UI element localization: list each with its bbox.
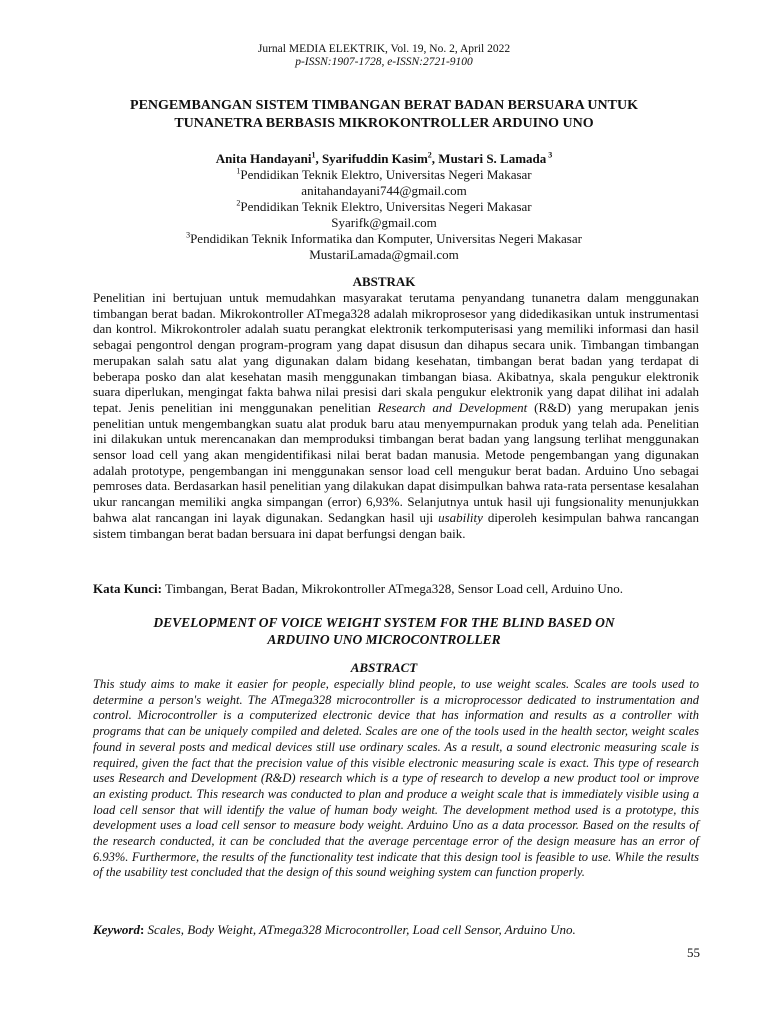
keyword (93, 922, 699, 938)
keyword-colon: : (139, 922, 145, 937)
affiliation-3-text: Pendidikan Teknik Informatika dan Komputer, Universitas Negeri Makasar (190, 231, 582, 246)
kata-kunci (93, 581, 699, 597)
email-2: Syarifk@gmail.com (331, 215, 437, 230)
page-number: 55 (687, 945, 700, 960)
author-2-sup: 2 (427, 150, 432, 160)
english-title-line-2: ARDUINO UNO MICROCONTROLLER (267, 632, 501, 647)
author-block (60, 151, 708, 263)
english-title-line-1: DEVELOPMENT OF VOICE WEIGHT SYSTEM FOR THE BLIND BASED ON (153, 615, 615, 630)
affiliation-2-text: Pendidikan Teknik Elektro, Universitas Negeri Makasar (240, 199, 532, 214)
abstrak-body (93, 290, 699, 541)
title-line-2: TUNANETRA BERBASIS MIKROKONTROLLER ARDUINO UNO (174, 116, 594, 131)
abstrak-italic-1: Research and Development (377, 399, 528, 415)
affiliation-3-sup: 3 (186, 230, 191, 240)
author-3: Mustari S. Lamada (438, 151, 547, 166)
affiliation-2 (60, 199, 708, 215)
issn-line: p-ISSN:1907-1728, e-ISSN:2721-9100 (295, 56, 473, 68)
abstrak-part-3: diperoleh kesimpulan bahwa rancangan sistem timbangan berat badan bersuara ini dapat berfungsi dengan baik. (93, 509, 699, 541)
affiliation-3 (60, 231, 708, 247)
kata-kunci-text: Timbangan, Berat Badan, Mikrokontroller ATmega328, Sensor Load cell, Arduino Uno. (161, 581, 624, 596)
journal-header (0, 43, 768, 69)
journal-line: Jurnal MEDIA ELEKTRIK, Vol. 19, No. 2, April 2022 (257, 43, 511, 55)
abstrak-part-1: Penelitian ini bertujuan untuk memudahkan masyarakat terutama penyandang tunanetra dalam menggunakan timbangan berat badan. Mikrokontroller ATmega328 adalah mikroprosesor yang didedikasikan untuk instrumentasi dan kontrol. Mikrokontroler adalah suatu perangkat elektronik terkomputerisasi yang memiliki informasi dan hasil sebagai pengontrol dengan program-program yang dapat disusun dan dihapus secara unik. Timbangan timbangan merupakan salah satu alat yang digunakan dalam bidang kesehatan, timbangan berat badan yang terdapat di beberapa posko dan alat kesehatan masih menggunakan timbangan biasa. Akibatnya, skala pengukur elektronik suara diperlukan, mengingat fakta bahwa nilai presisi dari skala pengukur elektronik yang dapat dilihat ini adalah tepat. Jenis penelitian ini menggunakan penelitian (93, 290, 699, 415)
keyword-label: Keyword (93, 922, 140, 937)
affiliation-1-text: Pendidikan Teknik Elektro, Universitas Negeri Makasar (240, 167, 532, 182)
kata-kunci-label: Kata Kunci: (93, 581, 162, 596)
author-2: Syarifuddin Kasim (321, 151, 428, 166)
author-sep-1: , (315, 151, 322, 166)
email-3: MustariLamada@gmail.com (309, 247, 459, 262)
author-3-sup: 3 (546, 150, 553, 160)
abstrak-part-2: (R&D) yang merupakan jenis penelitian untuk mengembangkan suatu alat produk baru atau menyempurnakan produk yang telah ada. Penelitian ini dilakukan untuk merencanakan dan memproduksi timbangan berat badan yang langsung terlihat menggunakan sensor load cell yang akan mengidentifikasi nilai berat badan manusia. Metode pengembangan yang digunakan adalah prototype, pengembangan ini menggunakan sensor load cell mengukur berat badan. Arduino Uno sebagai pemroses data. Berdasarkan hasil penelitian yang dilakukan dapat disimpulkan bahwa rata-rata persentase kesalahan ukur rancangan memiliki angka simpangan (error) 6,93%. Selanjutnya untuk hasil uji fungsionality menunjukkan bahwa alat rancangan ini layak digunakan. Sedangkan hasil uji (93, 399, 699, 525)
paper-title (60, 97, 708, 133)
abstract-heading: ABSTRACT (350, 660, 418, 675)
affiliation-2-sup: 2 (236, 198, 241, 208)
affiliation-1-sup: 1 (236, 166, 241, 176)
email-1: anitahandayani744@gmail.com (301, 183, 467, 198)
keyword-text: Scales, Body Weight, ATmega328 Microcontroller, Load cell Sensor, Arduino Uno. (144, 922, 576, 937)
title-line-1: PENGEMBANGAN SISTEM TIMBANGAN BERAT BADAN BERSUARA UNTUK (130, 98, 638, 113)
abstrak-heading: ABSTRAK (352, 274, 416, 289)
english-title (60, 614, 708, 648)
author-names (60, 151, 708, 167)
abstrak-italic-2: usability (438, 509, 483, 525)
author-1: Anita Handayani (215, 151, 312, 166)
affiliation-1 (60, 167, 708, 183)
author-1-sup: 1 (311, 150, 316, 160)
author-sep-2: , (431, 151, 439, 166)
abstract-body: This study aims to make it easier for people, especially blind people, to use weight scales. Scales are tools used to determine a person's weight. The ATmega328 microcontroller is a microprocessor dedicated to instrumentation and control. Microcontroller is a computerized electronic device that has information and results as a controller with programs that can be uniquely compiled and deleted. Scales are one of the tools used in the health sector, weight scales found in several posts and medical devices still use ordinary scales. As a result, a sound electronic measuring scale is required, given the fact that the precision value of this visible electronic measuring scale is exact. This type of research uses Research and Development (R&D) research which is a type of research to develop a new product tool or improve an existing product. This research was conducted to plan and produce a weight scale that is immediately visible using a load cell sensor that will identify the value of human body weight. The development method used is a prototype, this development uses a load cell sensor to measure body weight. Arduino Uno as a data processor. Based on the results of the research conducted, it can be concluded that the average percentage error of the design measure has an error of 6.93%. Furthermore, the results of the functionality test indicate that this design tool is feasible to use. While the results of the usability test concluded that the design of this sound weighing system can function properly. (93, 677, 699, 880)
